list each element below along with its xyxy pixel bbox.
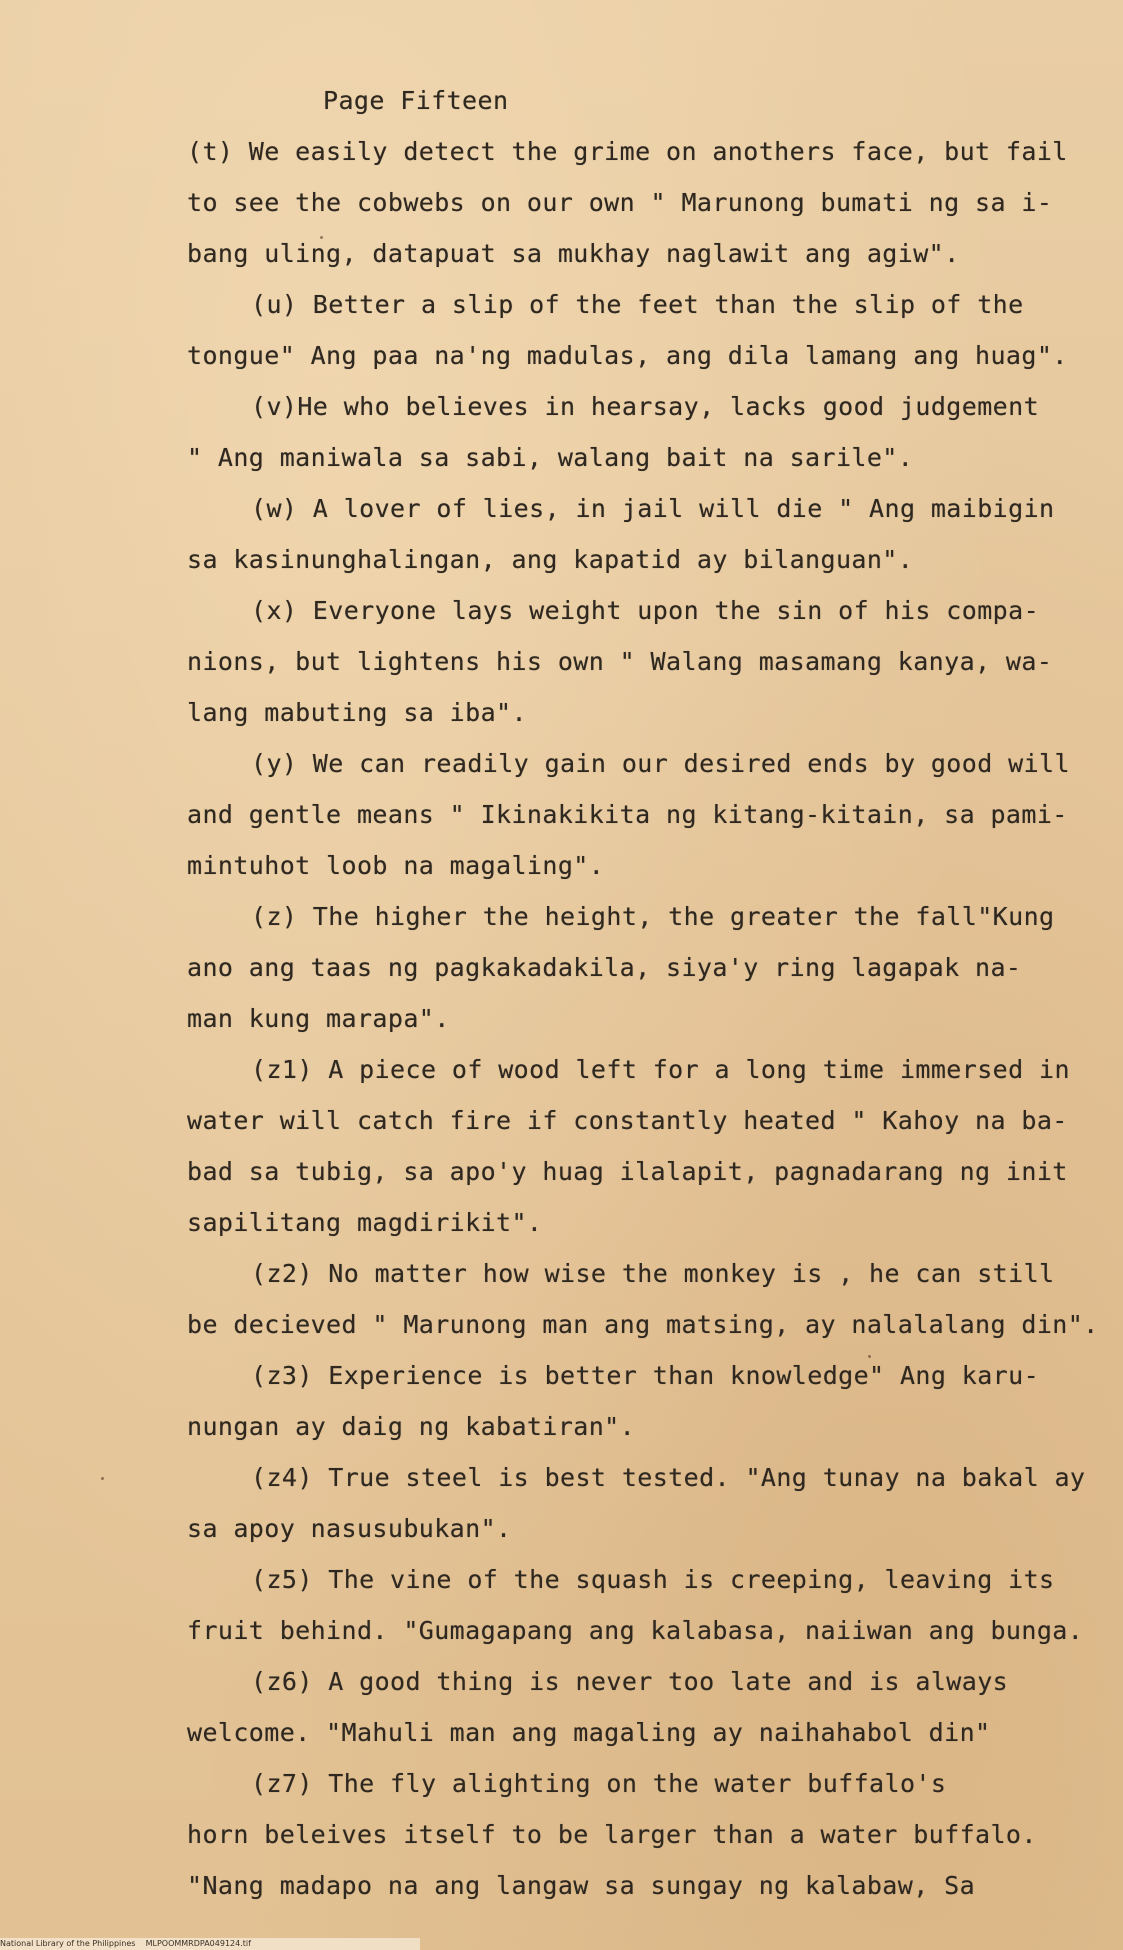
text-line-z6-1: (z6) A good thing is never too late and is always — [251, 1667, 1009, 1696]
text-line-x3: lang mabuting sa iba". — [187, 698, 527, 727]
text-line-y3: mintuhot loob na magaling". — [187, 851, 605, 880]
text-line-z1-3: bad sa tubig, sa apo'y huag ilalapit, pagnadarang ng init — [187, 1157, 1068, 1186]
text-line-z6-2: welcome. "Mahuli man ang magaling ay naihahabol din" — [187, 1718, 991, 1747]
text-line-w2: sa kasinunghalingan, ang kapatid ay bilanguan". — [187, 545, 914, 574]
text-line-z5-2: fruit behind. "Gumagapang ang kalabasa, naiiwan ang bunga. — [187, 1616, 1084, 1645]
text-line-z4-2: sa apoy nasusubukan". — [187, 1514, 512, 1543]
text-line-z3-1: (z3) Experience is better than knowledge" Ang karu- — [251, 1361, 1040, 1390]
text-line-z3: man kung marapa". — [187, 1004, 450, 1033]
text-line-z2-1: (z2) No matter how wise the monkey is , he can still — [251, 1259, 1055, 1288]
text-line-z1-1: (z1) A piece of wood left for a long time immersed in — [251, 1055, 1070, 1084]
text-line-v1: (v)He who believes in hearsay, lacks good judgement — [251, 392, 1040, 421]
text-line-t3: bang uling, datapuat sa mukhay naglawit ang agiw". — [187, 239, 960, 268]
text-line-z7-3: "Nang madapo na ang langaw sa sungay ng kalabaw, Sa — [187, 1871, 976, 1900]
text-line-z1-4: sapilitang magdirikit". — [187, 1208, 543, 1237]
text-line-z7-2: horn beleives itself to be larger than a water buffalo. — [187, 1820, 1037, 1849]
text-line-z3-2: nungan ay daig ng kabatiran". — [187, 1412, 636, 1441]
text-line-w1: (w) A lover of lies, in jail will die " Ang maibigin — [251, 494, 1055, 523]
text-line-z5-1: (z5) The vine of the squash is creeping, leaving its — [251, 1565, 1055, 1594]
text-line-z1: (z) The higher the height, the greater the fall"Kung — [251, 902, 1055, 931]
text-line-x2: nions, but lightens his own " Walang masamang kanya, wa- — [187, 647, 1053, 676]
text-line-y1: (y) We can readily gain our desired ends by good will — [251, 749, 1070, 778]
text-line-v2: " Ang maniwala sa sabi, walang bait na sarile". — [187, 443, 914, 472]
text-line-u2: tongue" Ang paa na'ng madulas, ang dila lamang ang huag". — [187, 341, 1068, 370]
text-line-t2: to see the cobwebs on our own " Marunong bumati ng sa i- — [187, 188, 1053, 217]
text-line-x1: (x) Everyone lays weight upon the sin of his compa- — [251, 596, 1040, 625]
text-line-z7-1: (z7) The fly alighting on the water buffalo's — [251, 1769, 947, 1798]
text-line-t1: (t) We easily detect the grime on anothers face, but fail — [187, 137, 1068, 166]
text-line-z1-2: water will catch fire if constantly heated " Kahoy na ba- — [187, 1106, 1068, 1135]
text-line-z2-2: be decieved " Marunong man ang matsing, ay nalalalang din". — [187, 1310, 1099, 1339]
text-line-z2: ano ang taas ng pagkakadakila, siya'y ring lagapak na- — [187, 953, 1022, 982]
text-line-z4-1: (z4) True steel is best tested. "Ang tunay na bakal ay — [251, 1463, 1086, 1492]
page-heading: Page Fifteen — [323, 86, 509, 115]
text-line-u1: (u) Better a slip of the feet than the slip of the — [251, 290, 1024, 319]
text-line-y2: and gentle means " Ikinakikita ng kitang-kitain, sa pami- — [187, 800, 1068, 829]
scan-footer-caption: National Library of the Philippines MLPOOMMRDPA049124.tif — [0, 1938, 420, 1950]
